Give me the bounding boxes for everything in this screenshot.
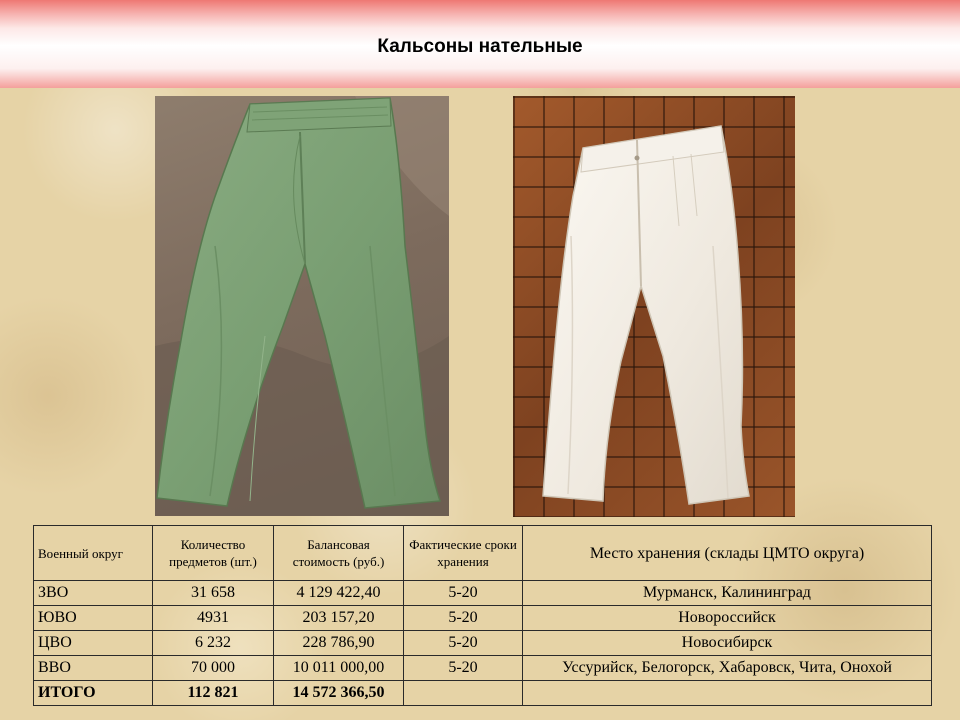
table-row — [34, 656, 932, 681]
location-cell: Новосибирск — [523, 631, 932, 656]
total-label-cell: ИТОГО — [34, 681, 153, 706]
storage-table — [33, 525, 932, 706]
value-cell: 228 786,90 — [274, 631, 404, 656]
district-cell: ВВО — [34, 656, 153, 681]
header-quantity: Количество предметов (шт.) — [153, 526, 274, 581]
period-cell: 5-20 — [404, 656, 523, 681]
total-location-cell — [523, 681, 932, 706]
white-underpants-illustration — [513, 96, 795, 517]
district-cell: ЦВО — [34, 631, 153, 656]
quantity-cell: 70 000 — [153, 656, 274, 681]
value-cell: 4 129 422,40 — [274, 581, 404, 606]
header-location: Место хранения (склады ЦМТО округа) — [523, 526, 932, 581]
table-row — [34, 581, 932, 606]
table-row — [34, 631, 932, 656]
value-cell: 203 157,20 — [274, 606, 404, 631]
green-underpants-photo — [155, 96, 449, 516]
header-district: Военный округ — [34, 526, 153, 581]
header-value: Балансовая стоимость (руб.) — [274, 526, 404, 581]
quantity-cell: 6 232 — [153, 631, 274, 656]
period-cell: 5-20 — [404, 631, 523, 656]
district-cell: ЗВО — [34, 581, 153, 606]
location-cell: Мурманск, Калининград — [523, 581, 932, 606]
value-cell: 10 011 000,00 — [274, 656, 404, 681]
period-cell: 5-20 — [404, 581, 523, 606]
quantity-cell: 31 658 — [153, 581, 274, 606]
total-quantity-cell: 112 821 — [153, 681, 274, 706]
location-cell: Уссурийск, Белогорск, Хабаровск, Чита, Онохой — [523, 656, 932, 681]
total-period-cell — [404, 681, 523, 706]
total-value-cell: 14 572 366,50 — [274, 681, 404, 706]
page-title: Кальсоны нательные — [377, 36, 583, 57]
quantity-cell: 4931 — [153, 606, 274, 631]
table-row — [34, 606, 932, 631]
green-underpants-illustration — [155, 96, 449, 516]
location-cell: Новороссийск — [523, 606, 932, 631]
table-header-row — [34, 526, 932, 581]
period-cell: 5-20 — [404, 606, 523, 631]
header-period: Фактические сроки хранения — [404, 526, 523, 581]
district-cell: ЮВО — [34, 606, 153, 631]
white-underpants-photo — [513, 96, 795, 517]
total-row — [34, 681, 932, 706]
